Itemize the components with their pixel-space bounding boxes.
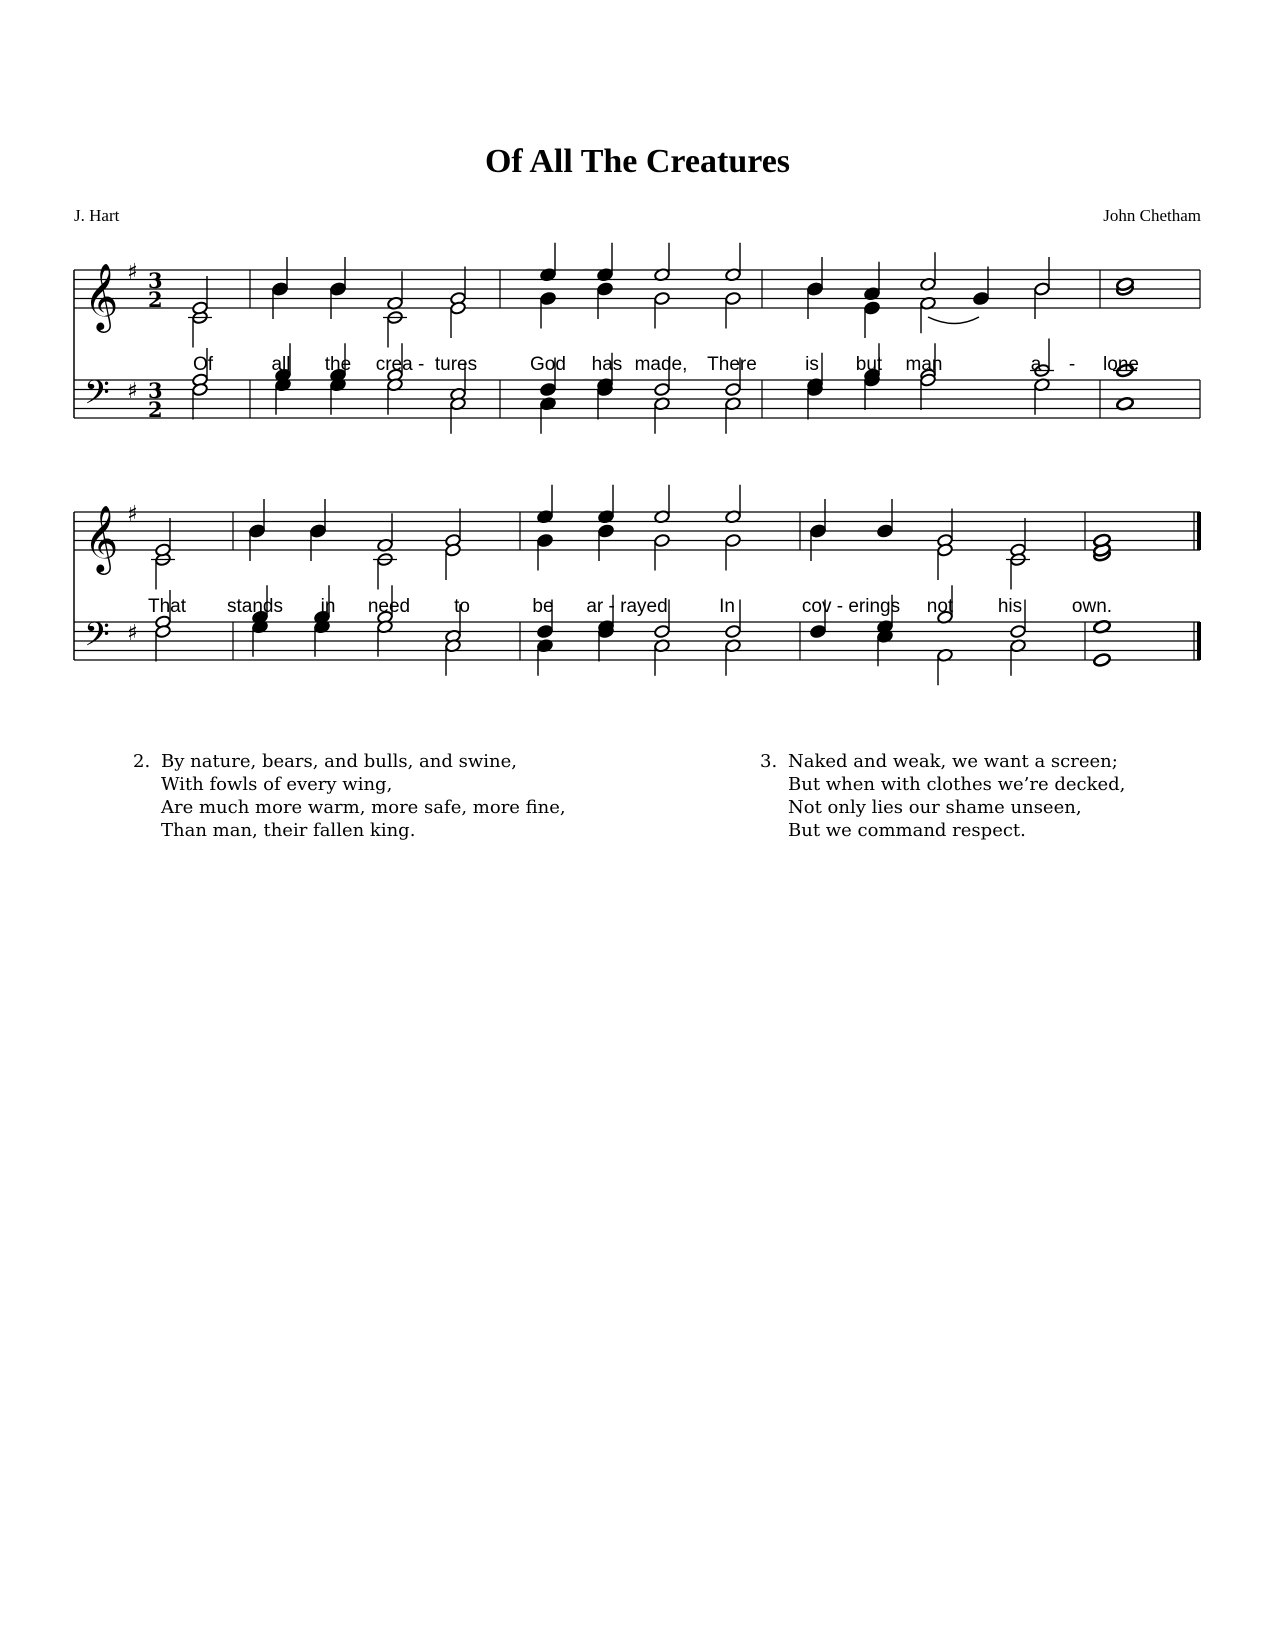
note-head: [272, 282, 289, 296]
treble-clef-icon: 𝄞: [84, 262, 119, 330]
note-head: [864, 301, 881, 315]
note-head: [654, 624, 671, 638]
verse-line: With fowls of every wing,: [161, 774, 393, 795]
note-head: [654, 533, 671, 547]
lyric-syllable: be: [532, 596, 554, 617]
music-system: [74, 485, 1200, 686]
lyric-syllable: but: [855, 354, 883, 375]
sharp-icon: ♯: [127, 621, 138, 646]
lyric-syllable: There: [707, 354, 757, 375]
bass-staff: [74, 380, 1200, 418]
lyric-syllable: the: [324, 354, 352, 375]
lyric-syllable: his: [997, 596, 1023, 617]
verse-2: [133, 750, 566, 842]
verse-number: 3.: [760, 751, 778, 772]
note-head: [540, 291, 557, 305]
bass-clef-icon: 𝄢: [84, 616, 110, 662]
verse-number: 2.: [133, 751, 151, 772]
treble-staff: [74, 270, 1200, 308]
note-head: [537, 533, 554, 547]
note-head: [1010, 624, 1027, 638]
note-head: [973, 291, 990, 305]
hymn-title: Of All The Creatures: [484, 143, 791, 180]
time-signature-denominator: 2: [148, 287, 163, 312]
lyric-syllable: In: [719, 596, 735, 617]
sharp-icon: ♯: [127, 502, 138, 527]
note-head: [537, 624, 554, 638]
treble-staff: [74, 512, 1200, 550]
treble-notes: [151, 485, 1111, 590]
music-score: [0, 0, 1275, 740]
time-signature-denominator: 2: [148, 397, 163, 422]
lyric-syllable: a: [1030, 354, 1042, 375]
lyric-syllable: tures: [434, 354, 478, 375]
lyric-syllable: Of: [192, 354, 214, 375]
lyric-syllable: is: [805, 354, 819, 375]
lyric-syllable: stands: [227, 596, 283, 617]
lyric-syllable: -: [1068, 354, 1076, 375]
lyric-syllable: all: [271, 354, 291, 375]
lyric-syllable: man: [905, 354, 943, 375]
lyric-syllable: not: [926, 596, 954, 617]
note-head: [598, 524, 615, 538]
verse-line: Than man, their fallen king.: [161, 820, 416, 841]
note-head: [597, 282, 614, 296]
treble-clef-icon: 𝄞: [84, 504, 119, 572]
lyric-syllable: own.: [1071, 596, 1113, 617]
lyric-syllable: to: [454, 596, 470, 617]
composer-credit: John Chetham: [1103, 206, 1201, 225]
note-head: [654, 291, 671, 305]
verse-3: [760, 750, 1125, 842]
note-head: [540, 382, 557, 396]
lyric-syllable: has: [591, 354, 623, 375]
note-head: [810, 624, 827, 638]
note-head: [249, 524, 266, 538]
verse-line: Are much more warm, more safe, more fine,: [161, 797, 566, 818]
lyric-syllable: cov - erings: [801, 596, 901, 617]
time-signature-numerator: 3: [148, 268, 163, 293]
sharp-icon: ♯: [127, 379, 138, 404]
treble-notes: [188, 243, 1134, 348]
music-system: [74, 243, 1200, 434]
note-head: [877, 524, 894, 538]
note-head: [654, 382, 671, 396]
note-head: [330, 282, 347, 296]
time-signature-numerator: 3: [148, 378, 163, 403]
verse-line: By nature, bears, and bulls, and swine,: [161, 751, 517, 772]
note-head: [310, 524, 327, 538]
bass-notes: [192, 339, 1137, 434]
lyric-syllable: crea -: [375, 354, 425, 375]
note-head: [725, 382, 742, 396]
lyric-syllable: made,: [634, 354, 688, 375]
sharp-icon: ♯: [127, 260, 138, 285]
note-head: [1093, 653, 1111, 668]
note-head: [725, 533, 742, 547]
verse-line: But when with clothes we’re decked,: [788, 774, 1126, 795]
bass-staff: [74, 622, 1200, 660]
lyric-syllable: lone: [1103, 354, 1139, 375]
slur: [928, 317, 979, 324]
verse-line: Naked and weak, we want a screen;: [788, 751, 1118, 772]
lyric-syllable: in: [320, 596, 336, 617]
lyric-syllable: God: [530, 354, 566, 375]
note-head: [725, 291, 742, 305]
verse-line: Not only lies our shame unseen,: [788, 797, 1082, 818]
note-head: [1034, 282, 1051, 296]
lyric-syllable: That: [147, 596, 187, 617]
verse-line: But we command respect.: [788, 820, 1026, 841]
note-head: [807, 282, 824, 296]
bass-clef-icon: 𝄢: [84, 374, 110, 420]
note-head: [810, 524, 827, 538]
note-head: [725, 624, 742, 638]
lyric-syllable: ar - rayed: [586, 596, 668, 617]
lyric-syllable: need: [367, 596, 411, 617]
lyricist-credit: J. Hart: [74, 206, 120, 225]
